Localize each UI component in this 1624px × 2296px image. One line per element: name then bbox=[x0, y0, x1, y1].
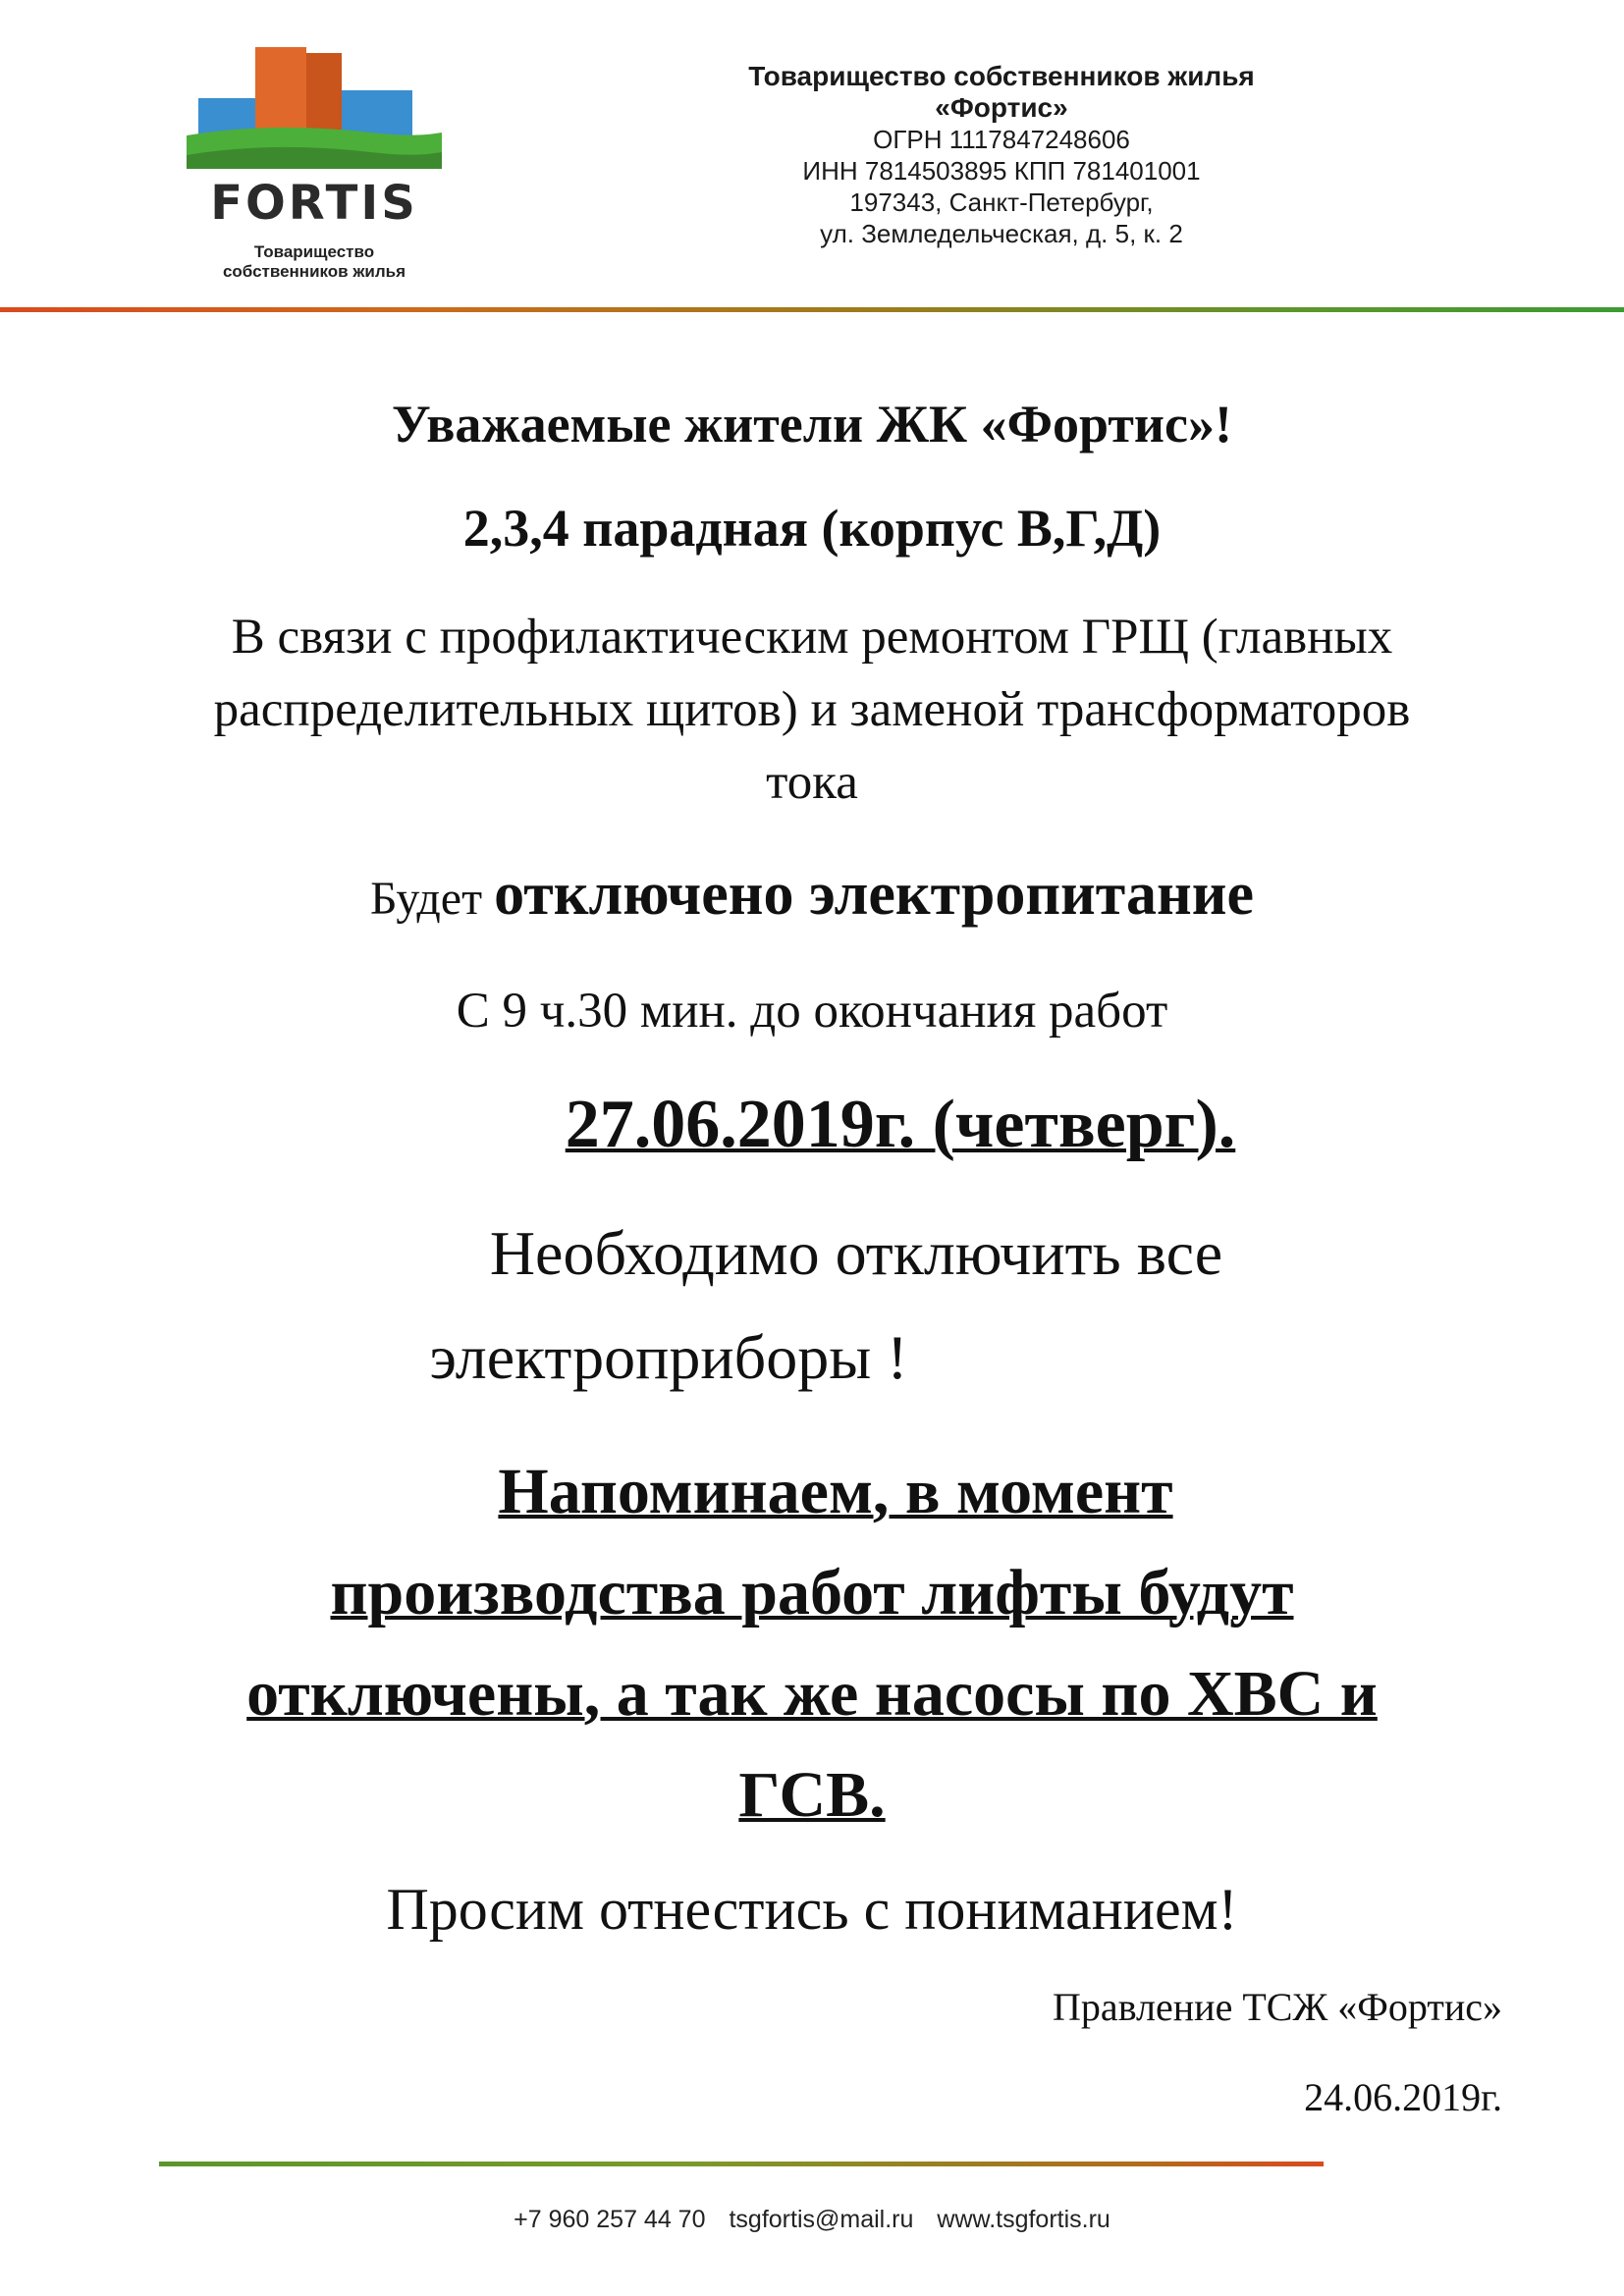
footer-divider bbox=[159, 2162, 1324, 2166]
header-divider bbox=[0, 307, 1624, 312]
warning-line1: Необходимо отключить все bbox=[489, 1218, 1223, 1288]
time-range: С 9 ч.30 мин. до окончания работ bbox=[456, 984, 1168, 1039]
entrances-heading: 2,3,4 парадная (корпус В,Г,Д) bbox=[462, 499, 1162, 558]
reason-paragraph bbox=[0, 601, 1624, 819]
footer-email: tsgfortis@mail.ru bbox=[729, 2206, 914, 2233]
org-name-line2: «Фортис» bbox=[935, 92, 1068, 123]
footer-phone: +7 960 257 44 70 bbox=[514, 2206, 706, 2233]
reason-line1: В связи с профилактическим ремонтом ГРЩ (главных bbox=[231, 610, 1393, 665]
org-street: ул. Земледельческая, д. 5, к. 2 bbox=[820, 219, 1183, 248]
logo-subtitle-line2: собственников жилья bbox=[222, 262, 406, 281]
org-name-line1: Товарищество собственников жилья bbox=[748, 61, 1255, 91]
outage-main: отключено электропитание bbox=[494, 861, 1254, 928]
warning-line2: электроприборы ! bbox=[429, 1322, 908, 1392]
org-postal: 197343, Санкт-Петербург, bbox=[849, 187, 1154, 217]
signature: Правление ТСЖ «Фортис» bbox=[1053, 1985, 1502, 2029]
footer-website: www.tsgfortis.ru bbox=[937, 2206, 1110, 2233]
reason-line2: распределительных щитов) и заменой трансформаторов bbox=[213, 682, 1411, 737]
signature-date: 24.06.2019г. bbox=[1304, 2075, 1502, 2119]
organization-details bbox=[609, 61, 1394, 249]
reminder-line4: ГСВ. bbox=[738, 1759, 886, 1831]
logo-subtitle-line1: Товарищество bbox=[253, 242, 375, 261]
logo-wordmark: FORTIS bbox=[210, 176, 418, 231]
request-line: Просим отнестись с пониманием! bbox=[386, 1877, 1238, 1942]
reminder-line2: производства работ лифты будут bbox=[330, 1557, 1294, 1629]
outage-prefix: Будет bbox=[370, 873, 483, 925]
greeting-heading: Уважаемые жители ЖК «Фортис»! bbox=[392, 395, 1232, 454]
org-ogrn: ОГРН 1117847248606 bbox=[873, 125, 1130, 154]
reminder-line1: Напоминаем, в момент bbox=[498, 1456, 1173, 1527]
reminder-line3: отключены, а так же насосы по ХВС и bbox=[246, 1658, 1378, 1730]
fortis-logo bbox=[187, 39, 442, 285]
outage-date: 27.06.2019г. (четверг). bbox=[565, 1087, 1236, 1162]
reason-line3: тока bbox=[766, 755, 858, 810]
footer-contacts bbox=[0, 2205, 1624, 2234]
building-logo-icon bbox=[187, 39, 442, 182]
outage-statement bbox=[0, 860, 1624, 934]
reminder-paragraph bbox=[0, 1441, 1624, 1845]
org-inn-kpp: ИНН 7814503895 КПП 781401001 bbox=[802, 156, 1201, 186]
